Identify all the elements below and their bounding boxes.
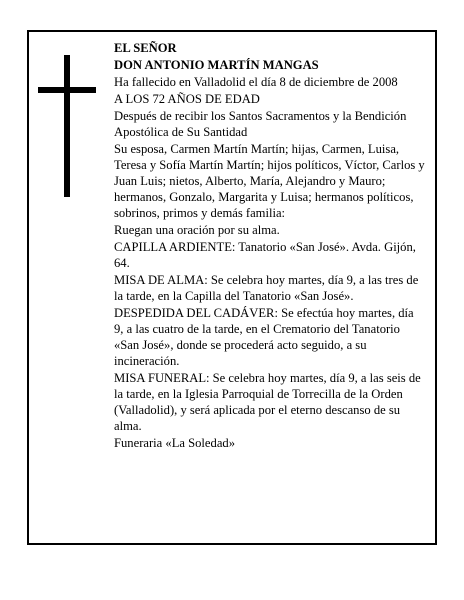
title-line-1: EL SEÑOR xyxy=(114,41,177,55)
funeral-home: Funeraria «La Soledad» xyxy=(114,436,235,450)
cross-vertical-bar xyxy=(64,55,70,197)
obituary-text xyxy=(114,40,426,452)
deceased-name: DON ANTONIO MARTÍN MANGAS xyxy=(114,58,319,72)
age-line: A LOS 72 AÑOS DE EDAD xyxy=(114,92,260,106)
death-info: Ha fallecido en Valladolid el día 8 de diciembre de 2008 xyxy=(114,75,398,89)
sacraments-line: Después de recibir los Santos Sacramentos y la Bendición Apostólica de Su Santidad xyxy=(114,109,407,139)
cross-horizontal-bar xyxy=(38,87,96,93)
chapel-info: CAPILLA ARDIENTE: Tanatorio «San José». Avda. Gijón, 64. xyxy=(114,240,416,270)
cross-icon xyxy=(38,55,96,197)
funeral-mass-info: MISA FUNERAL: Se celebra hoy martes, día 9, a las seis de la tarde, en la Iglesia Parroquial de Torrecilla de la Orden (Valladolid), y será aplicada por el eterno descanso de su alma. xyxy=(114,371,421,433)
family-list: Su esposa, Carmen Martín Martín; hijas, Carmen, Luisa, Teresa y Sofía Martín Martín; hijos políticos, Víctor, Carlos y Juan Luis; nietos, Alberto, María, Alejandro y Mauro; hermanos, Gonzalo, Margarita y Luisa; hermanos políticos, sobrinos, primos y demás familia: xyxy=(114,142,425,220)
prayer-request: Ruegan una oración por su alma. xyxy=(114,223,280,237)
mass-soul-info: MISA DE ALMA: Se celebra hoy martes, día 9, a las tres de la tarde, en la Capilla del Tanatorio «San José». xyxy=(114,273,419,303)
farewell-info: DESPEDIDA DEL CADÁVER: Se efectúa hoy martes, día 9, a las cuatro de la tarde, en el Crematorio del Tanatorio «San José», donde se procederá acto seguido, a su incineración. xyxy=(114,306,414,368)
